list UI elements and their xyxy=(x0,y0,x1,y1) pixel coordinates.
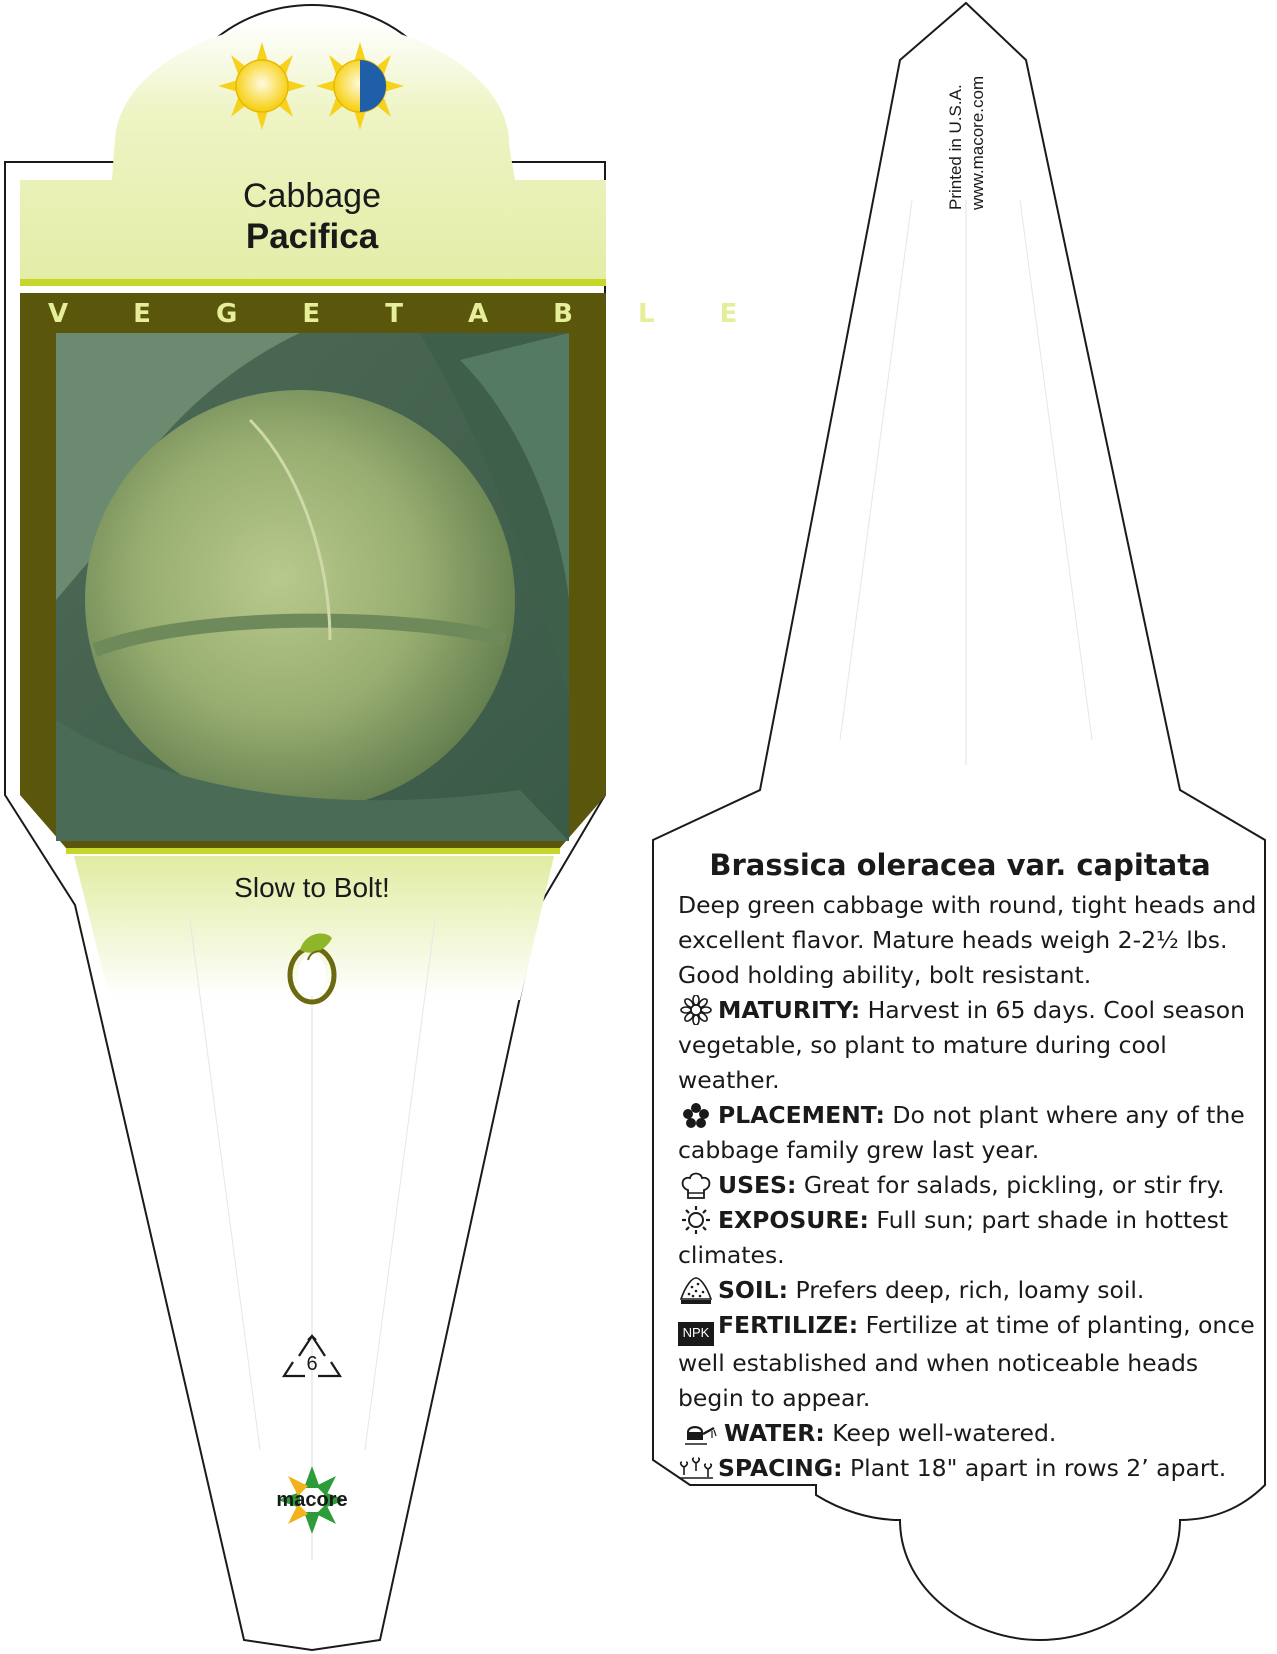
watering-can-icon xyxy=(678,1418,720,1448)
seedling-spacing-icon xyxy=(678,1453,714,1483)
tagline: Slow to Bolt! xyxy=(234,872,390,903)
placement-text: Do not plant where any of the cabbage family grew last year. xyxy=(678,1101,1245,1164)
water-row xyxy=(678,1416,1258,1451)
placement-row xyxy=(678,1098,1258,1168)
npk-icon-text: NPK xyxy=(682,1325,710,1340)
soil-row xyxy=(678,1273,1258,1308)
imprint-line2: www.macore.com xyxy=(968,75,987,210)
soil-text: Prefers deep, rich, loamy soil. xyxy=(795,1276,1145,1304)
exposure-text: Full sun; part shade in hottest climates. xyxy=(678,1206,1229,1269)
full-sun-icon xyxy=(218,42,306,130)
spacing-label: SPACING: xyxy=(718,1454,843,1482)
soil-label: SOIL: xyxy=(718,1276,789,1304)
uses-row xyxy=(678,1168,1258,1203)
uses-label: USES: xyxy=(718,1171,797,1199)
placement-label: PLACEMENT: xyxy=(718,1101,885,1129)
chef-hat-icon xyxy=(678,1170,714,1200)
imprint-text xyxy=(945,30,1005,210)
water-text: Keep well-watered. xyxy=(832,1419,1057,1447)
part-sun-icon xyxy=(316,42,404,130)
maturity-label: MATURITY: xyxy=(718,996,861,1024)
fertilize-label: FERTILIZE: xyxy=(718,1311,859,1339)
recycle-code: 6 xyxy=(306,1353,318,1375)
soil-pile-icon xyxy=(678,1275,714,1305)
cabbage-photo xyxy=(56,333,569,841)
spacing-row xyxy=(678,1451,1258,1486)
water-label: WATER: xyxy=(724,1419,825,1447)
care-info xyxy=(678,888,1258,1486)
sun-outline-icon xyxy=(678,1205,714,1235)
maturity-row xyxy=(678,993,1258,1098)
placement-flower-icon xyxy=(678,1100,714,1130)
botanical-name: Brassica oleracea var. capitata xyxy=(709,848,1211,882)
imprint-line1: Printed in U.S.A. xyxy=(946,84,965,210)
maturity-text: Harvest in 65 days. Cool season vegetable, so plant to mature during cool weather. xyxy=(678,996,1246,1094)
common-name: Cabbage xyxy=(242,177,381,215)
uses-text: Great for salads, pickling, or stir fry. xyxy=(803,1171,1225,1199)
npk-icon xyxy=(678,1322,714,1346)
spacing-text: Plant 18" apart in rows 2’ apart. xyxy=(850,1454,1227,1482)
variety-name: Pacifica xyxy=(245,217,379,256)
description: Deep green cabbage with round, tight heads and excellent flavor. Mature heads weigh 2-2½ lbs. Good holding ability, bolt resistant. xyxy=(678,891,1257,989)
fertilize-text: Fertilize at time of planting, once well established and when noticeable heads begin to appear. xyxy=(678,1311,1255,1412)
fertilize-row xyxy=(678,1308,1258,1416)
exposure-row xyxy=(678,1203,1258,1273)
category-banner: V E G E T A B L E xyxy=(48,299,766,329)
flower-icon xyxy=(678,995,714,1025)
brand-name: macore xyxy=(276,1489,348,1511)
exposure-label: EXPOSURE: xyxy=(718,1206,869,1234)
